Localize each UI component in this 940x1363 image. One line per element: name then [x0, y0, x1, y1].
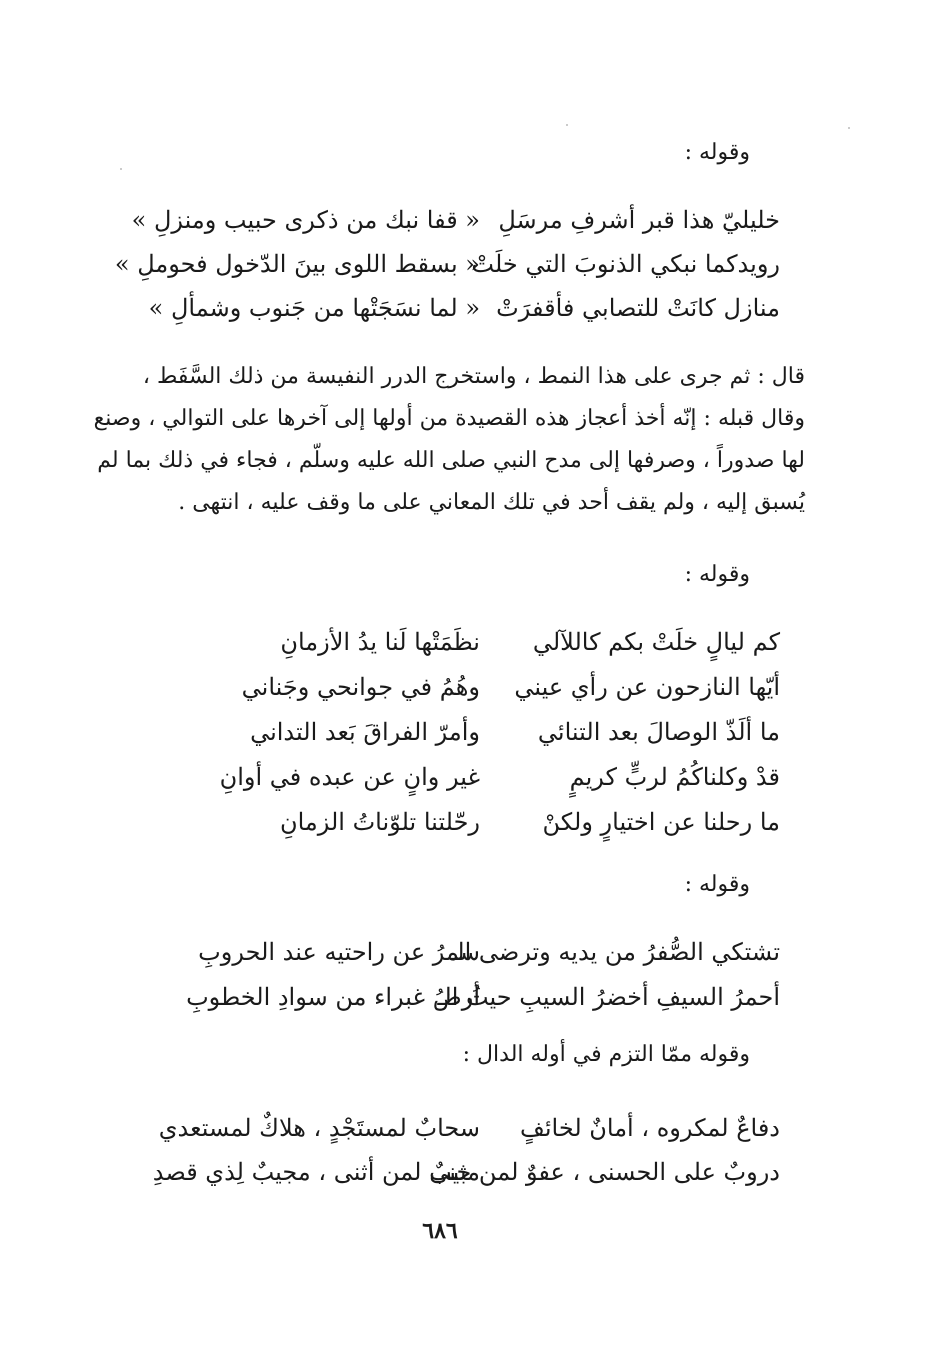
verse-second-hemistich: رحّلتنا تلوّناتُ الزمانِ	[279, 808, 480, 836]
verse-second-hemistich: سمرُ عن راحتيه عند الحروبِ	[198, 938, 480, 966]
section-heading: وقوله :	[684, 872, 750, 897]
verse-line	[0, 1152, 940, 1192]
verse-second-hemistich: « قفا نبك من ذكرى حبيب ومنزلِ »	[131, 206, 480, 234]
verse-second-hemistich: سحابٌ لمستَجْدٍ ، هلاكٌ لمستعدي	[158, 1114, 480, 1142]
verse-second-hemistich: « لما نسَجَتْها من جَنوب وشمألِ »	[148, 294, 480, 322]
verse-line	[0, 932, 940, 972]
prose-line: قال : ثم جرى على هذا النمط ، واستخرج الدرر النفيسة من ذلك السَّفَط ،	[142, 364, 805, 389]
verse-first-hemistich: أحمرُ السيفِ أخضرُ السيبِ حيثُ الـ	[437, 983, 780, 1011]
verse-second-hemistich: « بسقط اللوى بينَ الدّخول فحوملِ »	[114, 250, 480, 278]
verse-first-hemistich: كم ليالٍ خلَتْ بكم كاللآلي	[532, 628, 780, 656]
verse-first-hemistich: ما ألَذّ الوصالَ بعد التنائي	[537, 718, 780, 746]
scan-speck	[566, 124, 568, 126]
verse-second-hemistich: وهُمُ في جوانحي وجَناني	[241, 673, 480, 701]
scan-speck	[120, 168, 122, 170]
section-heading: وقوله :	[684, 140, 750, 165]
verse-line	[0, 288, 940, 328]
verse-first-hemistich: منازل كانَتْ للتصابي فأقفرَتْ	[496, 294, 780, 322]
verse-second-hemistich: أرضُ غبراء من سوادِ الخطوبِ	[186, 983, 480, 1011]
verse-second-hemistich: مثيبٌ لمن أثنى ، مجيبٌ لِذي قصدِ	[152, 1158, 480, 1186]
verse-line	[0, 757, 940, 797]
verse-line	[0, 200, 940, 240]
verse-first-hemistich: رويدكما نبكي الذنوبَ التي خلَتْ	[471, 250, 780, 278]
prose-line: وقال قبله : إنّه أخذ أعجاز هذه القصيدة من أولها إلى آخرها على التوالي ، وصنع	[93, 406, 805, 431]
verse-line	[0, 622, 940, 662]
prose-line: يُسبق إليه ، ولم يقف أحد في تلك المعاني على ما وقف عليه ، انتهى .	[178, 490, 805, 515]
prose-line: لها صدوراً ، وصرفها إلى مدح النبي صلى الله عليه وسلّم ، فجاء في ذلك بما لم	[97, 448, 805, 473]
verse-line	[0, 667, 940, 707]
verse-first-hemistich: تشتكي الصُّفرُ من يديه وترضى الـ	[450, 938, 780, 966]
verse-line	[0, 244, 940, 284]
prose-paragraph	[93, 356, 805, 524]
verse-second-hemistich: غير وانٍ عن عبده في أوانِ	[219, 763, 480, 791]
scan-speck	[848, 127, 850, 129]
verse-first-hemistich: دروبٌ على الحسنى ، عفوٌ لمن جنى	[429, 1158, 780, 1186]
verse-first-hemistich: دفاعٌ لمكروه ، أمانٌ لخائفٍ	[519, 1114, 780, 1142]
verse-line	[0, 712, 940, 752]
verse-first-hemistich: قدْ وكلناكُمُ لربٍّ كريمٍ	[569, 763, 780, 791]
section-heading: وقوله ممّا التزم في أوله الدال :	[462, 1042, 750, 1067]
verse-first-hemistich: خليليّ هذا قبر أشرفِ مرسَلِ	[498, 206, 780, 234]
verse-second-hemistich: نظَمَتْها لَنا يدُ الأزمانِ	[280, 628, 480, 656]
verse-line	[0, 977, 940, 1017]
page-number: ٦٨٦	[422, 1218, 458, 1244]
verse-second-hemistich: وأمرّ الفراقَ بَعد التداني	[250, 718, 480, 746]
verse-line	[0, 1108, 940, 1148]
verse-first-hemistich: أيّها النازحون عن رأي عيني	[514, 673, 780, 701]
section-heading: وقوله :	[684, 562, 750, 587]
verse-line	[0, 802, 940, 842]
verse-first-hemistich: ما رحلنا عن اختيارٍ ولكنْ	[542, 808, 780, 836]
